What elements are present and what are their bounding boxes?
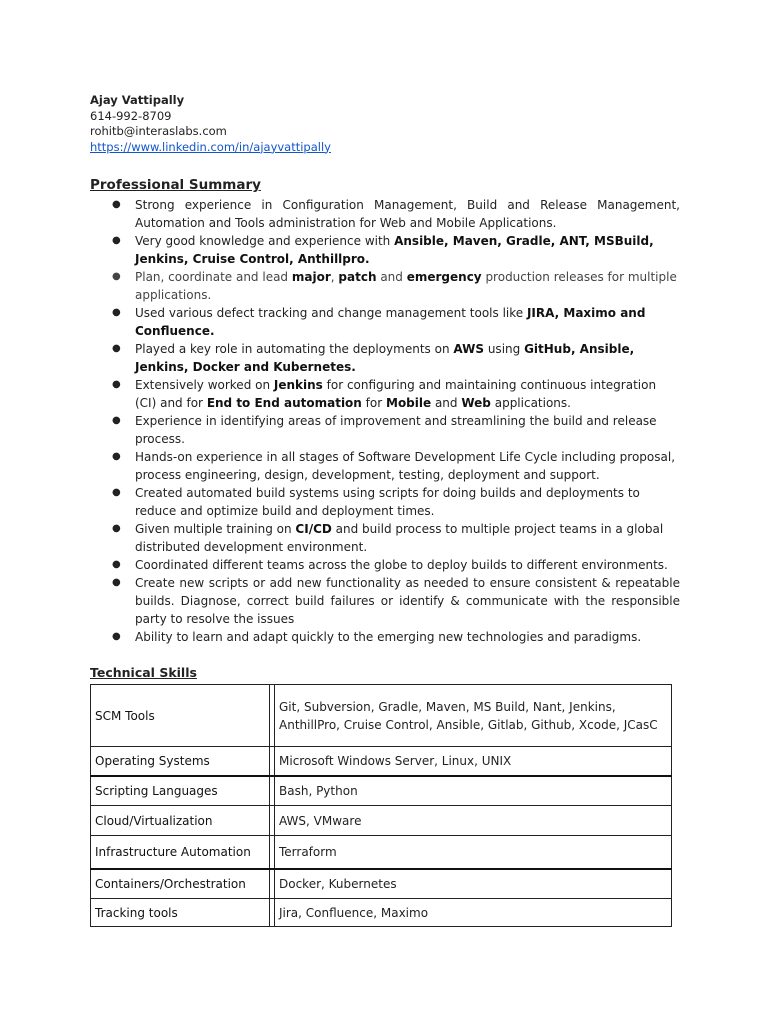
list-item: ● Create new scripts or add new functionality as needed to ensure consistent & repeatable builds. Diagnose, correct build failures or identify & communicate with the responsible party to resolve the issues xyxy=(90,574,680,628)
candidate-name: Ajay Vattipally xyxy=(90,93,185,107)
table-row xyxy=(91,869,672,899)
skill-values: AWS, VMware xyxy=(275,806,672,836)
skill-values: Git, Subversion, Gradle, Maven, MS Build, Nant, Jenkins, AnthillPro, Cruise Control, Ansible, Gitlab, Github, Xcode, JCasC xyxy=(275,685,672,747)
technical-skills-heading: Technical Skills xyxy=(90,665,197,680)
linkedin-link[interactable]: https://www.linkedin.com/in/ajayvattipally xyxy=(90,139,331,154)
skill-category: Containers/Orchestration xyxy=(91,869,270,899)
table-row xyxy=(91,747,672,776)
skill-values: Microsoft Windows Server, Linux, UNIX xyxy=(275,747,672,776)
list-item: ● Used various defect tracking and change management tools like JIRA, Maximo and Confluence. xyxy=(90,304,680,340)
email-address: rohitb@interaslabs.com xyxy=(90,124,227,138)
skill-values: Bash, Python xyxy=(275,776,672,806)
skill-category: Infrastructure Automation xyxy=(91,836,270,869)
list-item: ● Ability to learn and adapt quickly to the emerging new technologies and paradigms. xyxy=(90,628,680,646)
list-item: ● Hands-on experience in all stages of Software Development Life Cycle including proposal, process engineering, design, development, testing, deployment and support. xyxy=(90,448,680,484)
list-item: ● Given multiple training on CI/CD and build process to multiple project teams in a global distributed development environment. xyxy=(90,520,680,556)
list-item: ● Experience in identifying areas of improvement and streamlining the build and release process. xyxy=(90,412,680,448)
table-row xyxy=(91,776,672,806)
skill-category: Tracking tools xyxy=(91,899,270,927)
list-item: ● Very good knowledge and experience with Ansible, Maven, Gradle, ANT, MSBuild, Jenkins, Cruise Control, Anthillpro. xyxy=(90,232,680,268)
skill-category: Operating Systems xyxy=(91,747,270,776)
skill-category: SCM Tools xyxy=(91,685,270,747)
professional-summary-heading: Professional Summary xyxy=(90,177,261,193)
table-row xyxy=(91,836,672,869)
skill-values: Jira, Confluence, Maximo xyxy=(275,899,672,927)
list-item: ● Created automated build systems using scripts for doing builds and deployments to reduce and optimize build and deployment times. xyxy=(90,484,680,520)
contact-block xyxy=(90,93,331,155)
list-item: ● Played a key role in automating the deployments on AWS using GitHub, Ansible, Jenkins, Docker and Kubernetes. xyxy=(90,340,680,376)
list-item: ● Plan, coordinate and lead major, patch and emergency production releases for multiple applications. xyxy=(90,268,680,304)
skill-category: Scripting Languages xyxy=(91,776,270,806)
list-item: ● Strong experience in Configuration Management, Build and Release Management, Automation and Tools administration for Web and Mobile Applications. xyxy=(90,196,680,232)
table-row xyxy=(91,806,672,836)
summary-list xyxy=(90,196,680,646)
skill-category: Cloud/Virtualization xyxy=(91,806,270,836)
list-item: ● Coordinated different teams across the globe to deploy builds to different environments. xyxy=(90,556,680,574)
phone-number: 614-992-8709 xyxy=(90,108,172,123)
skill-values: Docker, Kubernetes xyxy=(275,869,672,899)
table-row xyxy=(91,899,672,927)
skill-values: Terraform xyxy=(275,836,672,869)
list-item: ● Extensively worked on Jenkins for configuring and maintaining continuous integration (CI) and for End to End automation for Mobile and Web applications. xyxy=(90,376,680,412)
table-row xyxy=(91,685,672,747)
skills-table xyxy=(90,684,672,927)
